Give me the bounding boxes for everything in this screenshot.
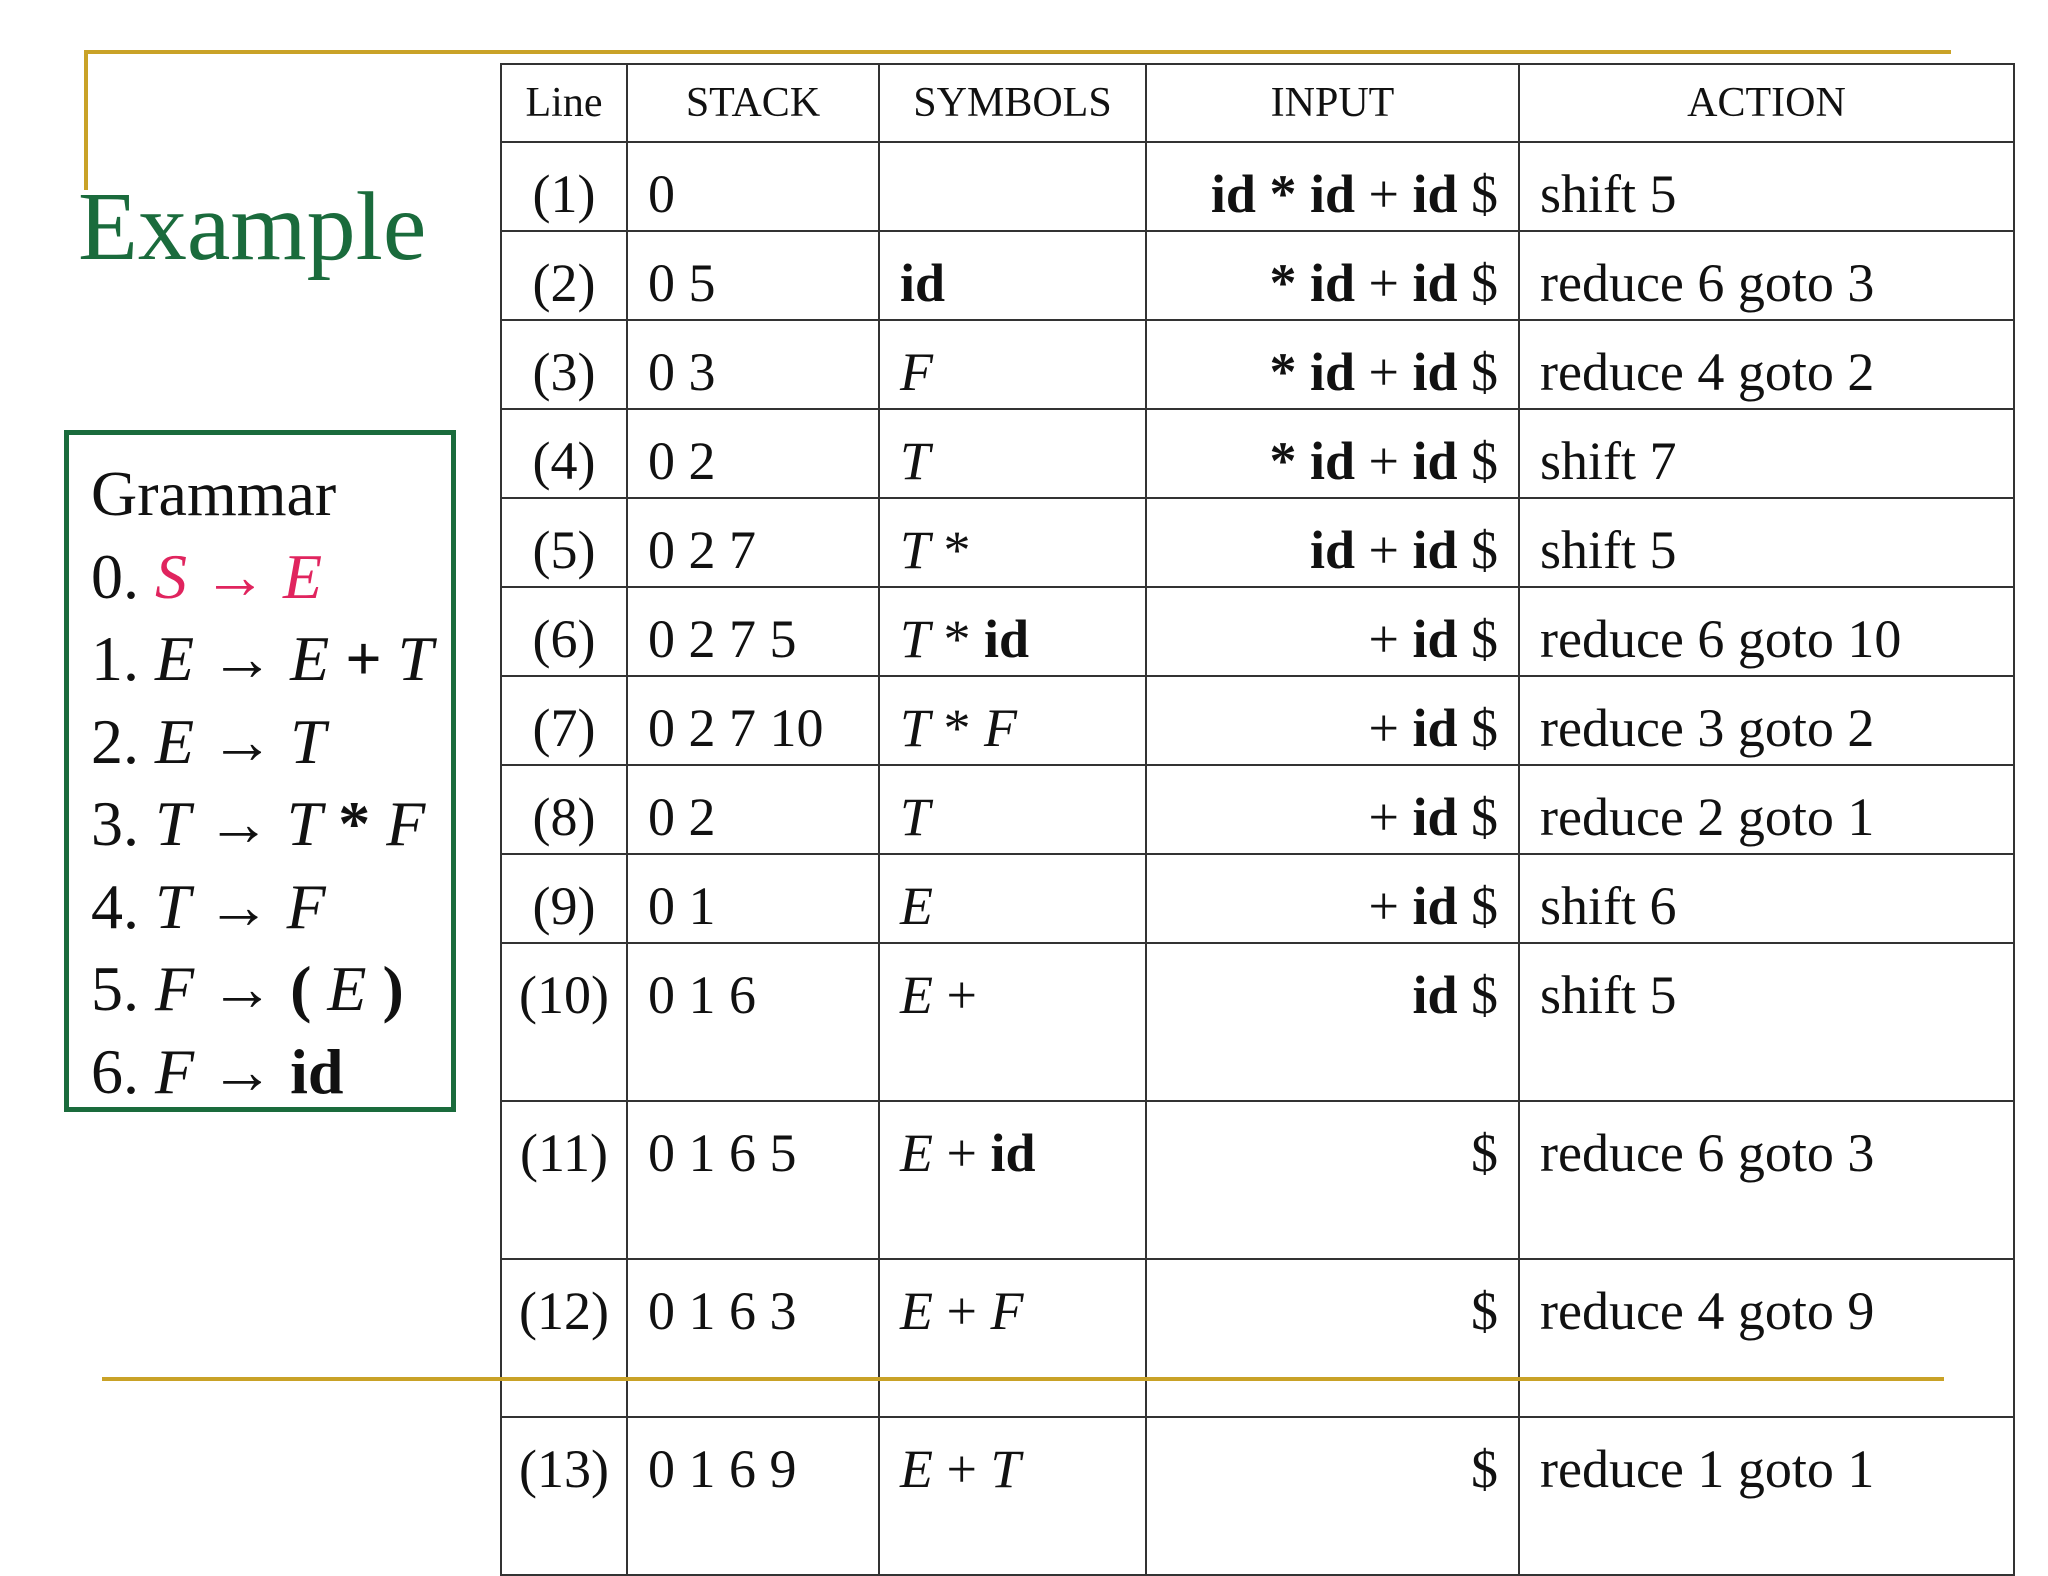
- rule-production: [155, 623, 433, 694]
- input-part: id: [1210, 164, 1256, 224]
- top-accent-line: [84, 50, 1951, 54]
- input-part: id: [1412, 698, 1458, 758]
- input-part: $: [1457, 520, 1498, 580]
- cell-action: reduce 3 goto 2: [1519, 676, 2014, 765]
- rule-production: [155, 871, 326, 942]
- input-part: *: [1255, 164, 1310, 224]
- cell-line: (5): [501, 498, 627, 587]
- cell-line: (10): [501, 943, 627, 1101]
- cell-line: (2): [501, 231, 627, 320]
- cell-action: reduce 6 goto 3: [1519, 1101, 2014, 1259]
- grammar-rule: [91, 866, 451, 949]
- rule-rhs-part: E: [283, 540, 323, 612]
- rule-rhs-part: T: [286, 788, 323, 859]
- input-part: +: [1368, 876, 1413, 936]
- cell-input: [1146, 1259, 1519, 1417]
- input-part: id: [1309, 164, 1355, 224]
- rule-lhs: S: [155, 540, 187, 612]
- cell-input: [1146, 498, 1519, 587]
- header-line: Line: [501, 64, 627, 142]
- arrow-symbol: →: [194, 1035, 291, 1107]
- symbol-part: F: [990, 1281, 1024, 1341]
- cell-action: reduce 1 goto 1: [1519, 1417, 2014, 1575]
- input-part: id: [1412, 253, 1458, 313]
- arrow-symbol: →: [194, 623, 291, 694]
- symbol-part: T: [900, 698, 931, 758]
- rule-production: [155, 1036, 343, 1107]
- cell-input: [1146, 854, 1519, 943]
- cell-line: (12): [501, 1259, 627, 1417]
- table-row: [501, 676, 2014, 765]
- grammar-box: [64, 430, 456, 1112]
- grammar-rule: [91, 948, 451, 1031]
- cell-stack: 0 3: [627, 320, 879, 409]
- input-part: *: [1269, 253, 1310, 313]
- rule-number: 3.: [91, 788, 155, 859]
- table-row: [501, 498, 2014, 587]
- symbol-part: E: [900, 1281, 933, 1341]
- symbol-part: *: [930, 698, 985, 758]
- rule-rhs-part: T: [290, 705, 326, 777]
- input-part: id: [1412, 164, 1458, 224]
- table-row: [501, 409, 2014, 498]
- rule-number: 2.: [91, 705, 155, 777]
- symbol-part: F: [900, 342, 933, 402]
- header-action: ACTION: [1519, 64, 2014, 142]
- cell-input: [1146, 320, 1519, 409]
- table-row: [501, 1101, 2014, 1259]
- cell-input: [1146, 409, 1519, 498]
- rule-rhs-part: *: [322, 788, 387, 859]
- cell-symbols: [879, 409, 1146, 498]
- rule-lhs: E: [155, 623, 195, 694]
- cell-stack: 0: [627, 142, 879, 231]
- cell-input: [1146, 765, 1519, 854]
- grammar-rule: [91, 618, 451, 701]
- cell-stack: 0 2 7 5: [627, 587, 879, 676]
- input-part: id: [1412, 520, 1458, 580]
- slide-title: Example: [78, 173, 427, 281]
- symbol-part: F: [984, 698, 1018, 758]
- cell-input: [1146, 231, 1519, 320]
- symbol-part: *: [930, 609, 985, 669]
- cell-symbols: [879, 1259, 1146, 1417]
- rule-rhs-part: E: [327, 953, 367, 1024]
- rule-lhs: F: [155, 953, 195, 1024]
- input-part: $: [1457, 698, 1498, 758]
- input-part: id: [1412, 876, 1458, 936]
- symbol-part: E: [900, 1123, 933, 1183]
- cell-action: shift 5: [1519, 498, 2014, 587]
- header-stack: STACK: [627, 64, 879, 142]
- rule-production: [155, 541, 322, 612]
- symbol-part: E: [900, 965, 933, 1025]
- symbol-part: +: [933, 965, 977, 1025]
- rule-production: [155, 788, 425, 859]
- grammar-rule: [91, 1031, 451, 1114]
- cell-stack: 0 1 6 5: [627, 1101, 879, 1259]
- input-part: +: [1354, 342, 1413, 402]
- cell-symbols: [879, 320, 1146, 409]
- cell-stack: 0 2: [627, 765, 879, 854]
- rule-lhs: F: [155, 1035, 195, 1107]
- arrow-symbol: →: [194, 705, 291, 777]
- input-part: id: [1309, 431, 1355, 491]
- input-part: id: [1412, 342, 1458, 402]
- rule-lhs: T: [155, 788, 191, 859]
- cell-stack: 0 1 6 3: [627, 1259, 879, 1417]
- grammar-rule: [91, 536, 451, 619]
- input-part: *: [1269, 431, 1310, 491]
- input-part: $: [1457, 431, 1498, 491]
- cell-line: (8): [501, 765, 627, 854]
- cell-stack: 0 2 7 10: [627, 676, 879, 765]
- cell-symbols: [879, 1417, 1146, 1575]
- parse-trace-table: [500, 63, 2015, 1576]
- cell-line: (9): [501, 854, 627, 943]
- symbol-part: *: [930, 520, 971, 580]
- cell-action: shift 5: [1519, 943, 2014, 1101]
- table-row: [501, 1417, 2014, 1575]
- rule-rhs-part: E: [290, 623, 330, 694]
- table-row: [501, 943, 2014, 1101]
- rule-rhs-part: +: [329, 623, 398, 694]
- cell-action: reduce 4 goto 2: [1519, 320, 2014, 409]
- cell-line: (1): [501, 142, 627, 231]
- input-part: *: [1269, 342, 1310, 402]
- cell-symbols: [879, 498, 1146, 587]
- rule-number: 5.: [91, 953, 155, 1024]
- rule-lhs: E: [155, 705, 195, 777]
- cell-input: [1146, 676, 1519, 765]
- arrow-symbol: →: [190, 870, 287, 942]
- input-part: +: [1354, 164, 1413, 224]
- grammar-rule: [91, 701, 451, 784]
- symbol-part: id: [900, 253, 946, 313]
- rule-rhs-part: (: [290, 953, 328, 1024]
- rule-number: 0.: [91, 540, 155, 612]
- input-part: +: [1354, 520, 1413, 580]
- cell-input: [1146, 587, 1519, 676]
- cell-action: reduce 2 goto 1: [1519, 765, 2014, 854]
- cell-action: shift 6: [1519, 854, 2014, 943]
- cell-stack: 0 5: [627, 231, 879, 320]
- symbol-part: E: [900, 876, 933, 936]
- cell-line: (13): [501, 1417, 627, 1575]
- cell-stack: 0 1 6 9: [627, 1417, 879, 1575]
- symbol-part: E: [900, 1439, 933, 1499]
- cell-line: (4): [501, 409, 627, 498]
- table-row: [501, 854, 2014, 943]
- grammar-rule: [91, 783, 451, 866]
- input-part: $: [1457, 342, 1498, 402]
- rule-rhs-part: id: [290, 1035, 344, 1107]
- cell-stack: 0 1 6: [627, 943, 879, 1101]
- rule-number: 6.: [91, 1035, 155, 1107]
- header-input: INPUT: [1146, 64, 1519, 142]
- cell-action: reduce 6 goto 10: [1519, 587, 2014, 676]
- table-row: [501, 231, 2014, 320]
- table-row: [501, 587, 2014, 676]
- cell-stack: 0 2 7: [627, 498, 879, 587]
- input-part: $: [1457, 609, 1498, 669]
- bottom-accent-line: [102, 1377, 1944, 1381]
- cell-input: [1146, 943, 1519, 1101]
- grammar-rules: [91, 536, 451, 1114]
- input-part: $: [1471, 1281, 1498, 1341]
- cell-symbols: [879, 231, 1146, 320]
- rule-production: [155, 953, 404, 1024]
- cell-action: shift 5: [1519, 142, 2014, 231]
- symbol-part: T: [900, 431, 931, 491]
- input-part: $: [1457, 164, 1498, 224]
- input-part: +: [1368, 787, 1413, 847]
- input-part: +: [1354, 253, 1413, 313]
- cell-symbols: [879, 587, 1146, 676]
- symbol-part: T: [900, 609, 931, 669]
- cell-action: reduce 4 goto 9: [1519, 1259, 2014, 1417]
- cell-stack: 0 1: [627, 854, 879, 943]
- input-part: $: [1457, 253, 1498, 313]
- cell-line: (11): [501, 1101, 627, 1259]
- arrow-symbol: →: [190, 788, 287, 859]
- cell-line: (3): [501, 320, 627, 409]
- table-header-row: [501, 64, 2014, 142]
- cell-symbols: [879, 854, 1146, 943]
- input-part: id: [1309, 342, 1355, 402]
- rule-rhs-part: F: [386, 788, 426, 859]
- cell-input: [1146, 1101, 1519, 1259]
- input-part: id: [1309, 520, 1355, 580]
- symbol-part: T: [900, 520, 931, 580]
- cell-symbols: [879, 943, 1146, 1101]
- input-part: $: [1457, 965, 1498, 1025]
- header-symbols: SYMBOLS: [879, 64, 1146, 142]
- input-part: $: [1471, 1123, 1498, 1183]
- rule-lhs: T: [155, 870, 191, 942]
- rule-production: [155, 706, 326, 777]
- cell-line: (7): [501, 676, 627, 765]
- cell-symbols: [879, 1101, 1146, 1259]
- symbol-part: +: [933, 1281, 991, 1341]
- input-part: id: [1412, 965, 1458, 1025]
- input-part: $: [1471, 1439, 1498, 1499]
- left-accent-line: [84, 50, 88, 190]
- cell-symbols: [879, 142, 1146, 231]
- cell-symbols: [879, 765, 1146, 854]
- cell-action: reduce 6 goto 3: [1519, 231, 2014, 320]
- symbol-part: id: [990, 1123, 1036, 1183]
- symbol-part: T: [990, 1439, 1021, 1499]
- input-part: +: [1368, 609, 1413, 669]
- rule-number: 4.: [91, 870, 155, 942]
- input-part: +: [1368, 698, 1413, 758]
- symbol-part: id: [984, 609, 1030, 669]
- cell-symbols: [879, 676, 1146, 765]
- input-part: +: [1354, 431, 1413, 491]
- symbol-part: +: [933, 1439, 991, 1499]
- cell-stack: 0 2: [627, 409, 879, 498]
- input-part: id: [1412, 787, 1458, 847]
- table-body: [501, 142, 2014, 1575]
- arrow-symbol: →: [187, 540, 283, 612]
- table-row: [501, 1259, 2014, 1417]
- rule-rhs-part: F: [286, 870, 326, 942]
- grammar-heading: Grammar: [91, 458, 337, 529]
- cell-input: [1146, 142, 1519, 231]
- input-part: id: [1412, 609, 1458, 669]
- symbol-part: +: [933, 1123, 991, 1183]
- cell-action: shift 7: [1519, 409, 2014, 498]
- table-row: [501, 142, 2014, 231]
- table-row: [501, 320, 2014, 409]
- input-part: id: [1309, 253, 1355, 313]
- table-row: [501, 765, 2014, 854]
- cell-input: [1146, 1417, 1519, 1575]
- input-part: id: [1412, 431, 1458, 491]
- symbol-part: T: [900, 787, 931, 847]
- input-part: $: [1457, 876, 1498, 936]
- rule-rhs-part: T: [397, 623, 434, 694]
- input-part: $: [1457, 787, 1498, 847]
- rule-rhs-part: ): [366, 953, 404, 1024]
- arrow-symbol: →: [194, 953, 291, 1024]
- rule-number: 1.: [91, 623, 155, 694]
- cell-line: (6): [501, 587, 627, 676]
